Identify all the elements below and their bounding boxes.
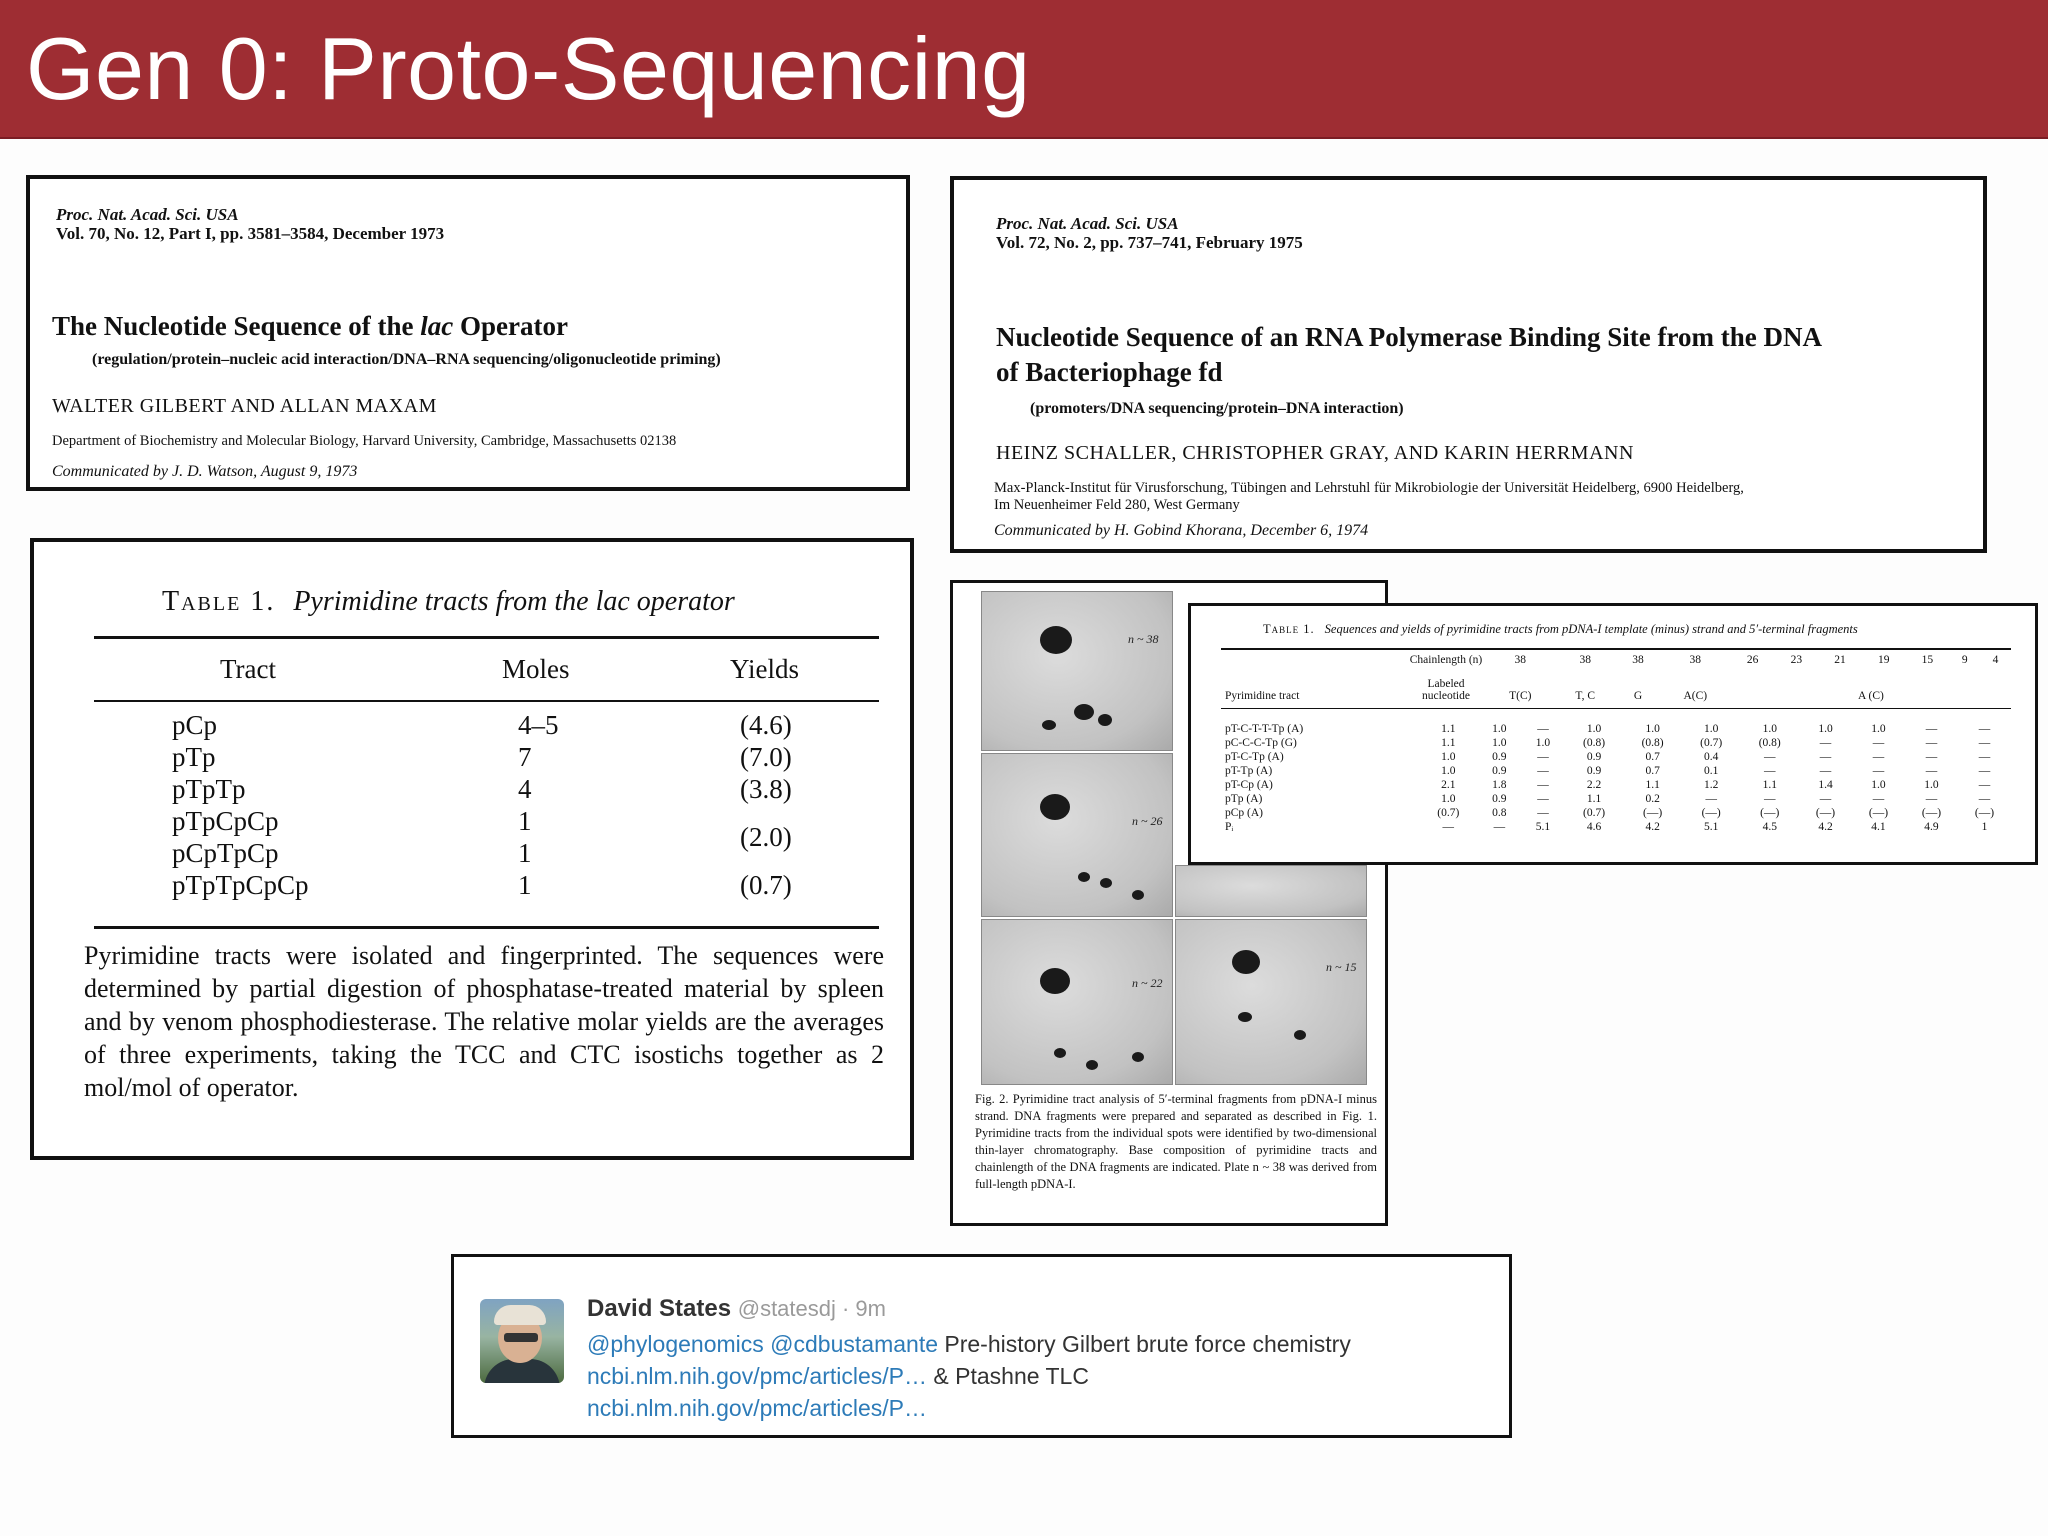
table2-cell: —	[1537, 723, 1549, 735]
table1-cell: 4	[518, 774, 532, 804]
table2-cell: —	[1537, 793, 1549, 805]
paper2-affiliation	[994, 480, 1744, 514]
paper2-title-line1: Nucleotide Sequence of an RNA Polymerase Binding Site from the DNA	[996, 322, 1822, 352]
table2-cell: 1.0	[1441, 751, 1456, 763]
table2-cell: (—)	[1974, 807, 1995, 819]
table2-cell: 4.2	[1818, 821, 1833, 833]
table2-row	[1221, 806, 2011, 820]
mention-link[interactable]: @cdbustamante	[770, 1331, 938, 1357]
table2-cell: 0.9	[1492, 793, 1507, 805]
table2-cell: —	[1819, 765, 1832, 777]
table2-cell: 4.9	[1924, 821, 1939, 833]
paper1-title-post: Operator	[453, 311, 568, 341]
table2-label: Table 1.	[1263, 622, 1315, 636]
tweet-card[interactable]	[451, 1254, 1512, 1438]
table1-header-yields: Yields	[730, 654, 800, 684]
avatar[interactable]	[480, 1299, 564, 1383]
table1-cell: 4–5	[518, 710, 559, 740]
table2-cell: 1.0	[1441, 765, 1456, 777]
table1-row: pTp	[172, 742, 216, 772]
table2-subhead: T, C	[1575, 690, 1596, 702]
table2-cell: —	[1819, 751, 1832, 763]
gel-spot	[1294, 1030, 1306, 1040]
table2-col-labeled: Labeled nucleotide	[1422, 678, 1470, 702]
table2-col-pyr: Pyrimidine tract	[1225, 690, 1300, 702]
table2-cell: —	[1925, 793, 1938, 805]
gel-panel-2	[981, 753, 1173, 917]
table2-tract: pTp (A)	[1225, 793, 1263, 805]
table2-cell: 1.1	[1441, 737, 1456, 749]
table2-cell: 0.9	[1586, 765, 1602, 777]
table2-cell: —	[1819, 793, 1832, 805]
table2-cell: (0.8)	[1758, 737, 1781, 749]
table1-mid-rule	[94, 700, 879, 702]
table2-cell	[1349, 820, 1419, 834]
paper1-affiliation: Department of Biochemistry and Molecular Biology, Harvard University, Cambridge, Massachusetts 02138	[52, 433, 677, 449]
gel-spot	[1100, 878, 1112, 888]
table2-cell: —	[1537, 751, 1549, 763]
gel-spot	[1042, 720, 1056, 730]
table1-cell: (3.8)	[740, 774, 792, 804]
table2-cell: (—)	[1760, 807, 1780, 819]
table2-cell: 4.6	[1586, 821, 1602, 833]
table1-header-tract: Tract	[220, 654, 277, 684]
tweet-text-line2	[587, 1363, 1089, 1390]
paper2-header	[950, 176, 1987, 553]
gel-spot	[1040, 968, 1070, 994]
table2-cell: 1.0	[1535, 737, 1551, 749]
table2-chainlength-label: Chainlength (n)	[1409, 654, 1483, 666]
table2-cell: 1.0	[1492, 737, 1507, 749]
gel-spot	[1078, 872, 1090, 882]
table2-cell: 0.1	[1704, 765, 1719, 777]
table2-cell: (0.8)	[1583, 737, 1606, 749]
table2-cell	[1349, 806, 1419, 820]
table2-tract: pT-Cp (A)	[1225, 779, 1273, 791]
paper2-title	[996, 320, 1822, 390]
paper2-journal-name: Proc. Nat. Acad. Sci. USA	[996, 214, 1179, 233]
tweet-author-name[interactable]: David States	[587, 1295, 732, 1322]
table2-cell: 15	[1921, 654, 1934, 666]
table1-description: Pyrimidine tracts were isolated and fingerprinted. The sequences were determined by partial digestion of phosphatase-treated material by spleen and by venom phosphodiesterase. The relative molar yields are the averages of three experiments, taking the TCC and CTC isostichs together as 2 mol/mol of operator.	[84, 941, 884, 1102]
table2-cell: (0.7)	[1700, 737, 1723, 749]
tweet-text-line3	[587, 1395, 927, 1422]
table2-cell: —	[1978, 737, 1991, 749]
table2-cell: —	[1925, 737, 1938, 749]
paper1-title-em: lac	[420, 311, 454, 341]
paper2-journal	[996, 214, 1303, 252]
gel-spot	[1086, 1060, 1098, 1070]
table2-cell: —	[1978, 765, 1991, 777]
gel-n-label: n ~ 38	[1128, 632, 1159, 646]
table2-cell: 0.9	[1586, 751, 1602, 763]
table2-body	[1221, 722, 2011, 834]
paper2-title-line2: of Bacteriophage fd	[996, 357, 1223, 387]
table2-cell: —	[1872, 793, 1885, 805]
table1-row: pTpCpCp	[172, 806, 279, 836]
paper1-journal	[56, 205, 444, 243]
table2-rule	[1221, 702, 2011, 709]
table2-cell: —	[1978, 779, 1991, 791]
table2-cell: (—)	[1815, 807, 1836, 819]
table2-cell: —	[1764, 793, 1776, 805]
table2-cell: 2.1	[1441, 779, 1456, 791]
table2-cell: 1	[1981, 821, 1988, 833]
paper2-affiliation-line2: Im Neuenheimer Feld 280, West Germany	[994, 497, 1240, 513]
table2-cell: —	[1978, 793, 1991, 805]
table1-caption	[162, 586, 735, 618]
paper1-title	[52, 309, 568, 344]
table2-cell: —	[1978, 751, 1991, 763]
table2-cell: 1.1	[1645, 779, 1660, 791]
table2-cell: 1.4	[1818, 779, 1833, 791]
gel-panel-3	[981, 919, 1173, 1085]
table1-cell: 1	[518, 806, 532, 836]
table2-caption-text: Sequences and yields of pyrimidine tracts from pDNA-I template (minus) strand and 5′-terminal fragments	[1324, 622, 1858, 636]
table2-cell: (—)	[1868, 807, 1889, 819]
table2-cell: —	[1978, 723, 1991, 735]
table2-subhead: A(C)	[1683, 690, 1708, 702]
paper1-authors: WALTER GILBERT AND ALLAN MAXAM	[52, 395, 437, 417]
table2-cell: 1.0	[1704, 723, 1719, 735]
gel-n-label: n ~ 26	[1132, 814, 1163, 828]
table2-cell: 2.2	[1586, 779, 1602, 791]
table2-cell: (0.7)	[1583, 807, 1606, 819]
gel-spot	[1132, 1052, 1144, 1062]
table2-cell: —	[1872, 751, 1885, 763]
table2-cell: —	[1819, 737, 1832, 749]
table2-row	[1221, 750, 2011, 764]
table2-subhead: T(C)	[1509, 690, 1532, 702]
gel-spot	[1232, 950, 1260, 974]
paper1-header	[26, 175, 910, 491]
table1-caption-text: Pyrimidine tracts from the lac operator	[293, 586, 735, 617]
table2-cell: 23	[1790, 654, 1803, 666]
table1-cell: (4.6)	[740, 710, 792, 740]
table2-cell: 1.0	[1441, 793, 1456, 805]
table2-cell: 0.9	[1492, 765, 1507, 777]
paper2-affiliation-line1: Max-Planck-Institut für Virusforschung, Tübingen and Lehrstuhl für Mikrobiologie der Universität Heidelberg, 6900 Heidelberg,	[994, 480, 1744, 496]
table2-row	[1221, 736, 2011, 750]
table1-row: pCp	[172, 710, 218, 740]
table2-cell: 5.1	[1704, 821, 1719, 833]
table2-row	[1221, 764, 2011, 778]
table2-cell	[1349, 750, 1419, 764]
table2-cell: 1.0	[1924, 779, 1939, 791]
tweet-text-line1	[587, 1331, 1351, 1358]
table2-cell: 1.8	[1492, 779, 1507, 791]
table2-tract: pC-C-C-Tp (G)	[1225, 737, 1297, 749]
table2-cell: —	[1925, 723, 1938, 735]
table2-cell: 1.0	[1492, 723, 1507, 735]
table2-subhead: G	[1633, 690, 1643, 702]
table2-cell: 5.1	[1535, 821, 1551, 833]
table2-row	[1221, 778, 2011, 792]
article-link[interactable]: ncbi.nlm.nih.gov/pmc/articles/P…	[587, 1363, 928, 1389]
table1-row: pTpTpCpCp	[172, 870, 309, 900]
gel-panel-4	[1175, 919, 1367, 1085]
table2-cell: (—)	[1921, 807, 1942, 819]
gel-spot	[1074, 704, 1094, 720]
table2-cell: 1.1	[1762, 779, 1777, 791]
slide-header	[0, 0, 2048, 139]
table2-cell: —	[1537, 807, 1549, 819]
table2-cell: 1.0	[1818, 723, 1833, 735]
table2-cell: 21	[1834, 654, 1846, 666]
table2-chainlength-row	[1221, 654, 2011, 666]
table2-cell: —	[1925, 765, 1938, 777]
table1-cell: (0.7)	[740, 870, 792, 900]
table2-cell: —	[1872, 765, 1885, 777]
paper1-volume: Vol. 70, No. 12, Part I, pp. 3581–3584, December 1973	[56, 224, 445, 243]
figure2-caption: Fig. 2. Pyrimidine tract analysis of 5′-terminal fragments from pDNA-I minus strand. DNA fragments were prepared and separated as described in Fig. 1. Pyrimidine tracts from the individual spots were identified by two-dimensional thin-layer chromatography. Base composition of pyrimidine tracts and chainlength of the DNA fragments are indicated. Plate n ~ 38 was derived from full-length pDNA-I.	[975, 1092, 1377, 1191]
table1-cell: (2.0)	[740, 822, 792, 852]
gel-spot	[1098, 714, 1112, 726]
table2-cell: 1.0	[1762, 723, 1777, 735]
table2-top-rule	[1221, 648, 2011, 650]
table2-row	[1221, 792, 2011, 806]
table2-cell: 4	[1992, 654, 1999, 666]
table2-cell: 4.5	[1762, 821, 1777, 833]
table1-cell: (7.0)	[740, 742, 792, 772]
table2-caption	[1263, 622, 1858, 637]
paper1-keywords: (regulation/protein–nucleic acid interaction/DNA–RNA sequencing/oligonucleotide priming)	[92, 351, 721, 368]
table2-cell: 38	[1689, 654, 1702, 666]
paper1-communicated: Communicated by J. D. Watson, August 9, 1973	[52, 463, 358, 480]
table2	[1221, 654, 2011, 709]
paper2-communicated: Communicated by H. Gobind Khorana, December 6, 1974	[994, 522, 1369, 539]
table2-cell: 1.0	[1871, 779, 1886, 791]
gel-spot	[1040, 794, 1070, 820]
paper1-title-pre: The Nucleotide Sequence of the	[52, 311, 421, 341]
table2-cell: 0.4	[1704, 751, 1719, 763]
table2-cell: (—)	[1643, 807, 1663, 819]
table2-cell: (—)	[1701, 807, 1721, 819]
table2-cell: —	[1705, 793, 1717, 805]
paper2-volume: Vol. 72, No. 2, pp. 737–741, February 1975	[996, 233, 1303, 252]
table2-cell: —	[1537, 779, 1549, 791]
tweet-text: Pre-history Gilbert brute force chemistry	[944, 1331, 1351, 1357]
table2-cell: —	[1764, 751, 1776, 763]
table2-rule-row	[1221, 702, 2011, 709]
table2-cell: 0.2	[1645, 793, 1660, 805]
table1-header-moles: Moles	[502, 654, 570, 684]
gel-spot	[1238, 1012, 1252, 1022]
paper1-journal-name: Proc. Nat. Acad. Sci. USA	[56, 205, 239, 224]
table2-cell	[1349, 764, 1419, 778]
table2-cell: 0.8	[1492, 807, 1507, 819]
table2-cell: 38	[1632, 654, 1644, 666]
table2-cell: —	[1493, 821, 1506, 833]
table2-cell: —	[1764, 765, 1776, 777]
table1-bottom-rule	[94, 926, 879, 929]
table2-subhead: A (C)	[1857, 690, 1884, 702]
gel-spot	[1040, 626, 1072, 654]
table1-label: Table 1.	[162, 586, 276, 617]
tweet-handle: @statesdj · 9m	[737, 1296, 886, 1321]
table2-subhead-row	[1221, 666, 2011, 702]
table2-cell: 1.1	[1586, 793, 1602, 805]
gel-panel-5	[1175, 865, 1367, 917]
table2-cell: 19	[1877, 654, 1890, 666]
table2-cell: 4.2	[1645, 821, 1660, 833]
slide-title: Gen 0: Proto-Sequencing	[26, 19, 1031, 118]
table2-cell: 4.1	[1871, 821, 1886, 833]
table2-cell	[1349, 722, 1419, 736]
table2-tract: pT-C-T-T-Tp (A)	[1225, 723, 1304, 735]
tweet-author	[587, 1295, 886, 1323]
table1-row: pTpTp	[172, 774, 246, 804]
table1-box	[30, 538, 914, 1160]
gel-spot	[1054, 1048, 1066, 1058]
article-link[interactable]: ncbi.nlm.nih.gov/pmc/articles/P…	[587, 1395, 928, 1421]
table1-cell: 1	[518, 838, 532, 868]
paper2-keywords: (promoters/DNA sequencing/protein–DNA interaction)	[1030, 400, 1404, 417]
avatar-hat	[494, 1305, 546, 1325]
table2-cell: 26	[1746, 654, 1759, 666]
table2-box	[1188, 603, 2038, 865]
table2-cell: 1.2	[1704, 779, 1719, 791]
table2-tract: Pᵢ	[1225, 821, 1234, 833]
table1-cell: 7	[518, 742, 532, 772]
table2-cell: 1.1	[1441, 723, 1456, 735]
avatar-glasses	[504, 1333, 538, 1342]
table2-cell: 38	[1579, 654, 1591, 666]
table2-cell: 1.0	[1586, 723, 1602, 735]
gel-n-label: n ~ 22	[1132, 976, 1163, 990]
table2-cell: 0.9	[1492, 751, 1507, 763]
table2-cell: 1.0	[1871, 723, 1886, 735]
table2-cell: (0.7)	[1437, 807, 1460, 819]
table1-cell: 1	[518, 870, 532, 900]
table2-cell: —	[1872, 737, 1885, 749]
gel-spot	[1132, 890, 1144, 900]
table2-row	[1221, 820, 2011, 834]
table2-cell	[1349, 792, 1419, 806]
table2-cell: 9	[1961, 654, 1968, 666]
table2-row	[1221, 722, 2011, 736]
table2-cell: —	[1925, 751, 1938, 763]
mention-link[interactable]: @phylogenomics	[587, 1331, 764, 1357]
table1-top-rule	[94, 636, 879, 639]
table2-tract: pT-C-Tp (A)	[1225, 751, 1284, 763]
table2-cell: (0.8)	[1641, 737, 1664, 749]
gel-panel-1	[981, 591, 1173, 751]
table2-cell	[1221, 654, 1406, 666]
paper2-authors: HEINZ SCHALLER, CHRISTOPHER GRAY, AND KARIN HERRMANN	[996, 442, 1634, 464]
table2-cell: 0.7	[1645, 765, 1660, 777]
table2-cell	[1349, 778, 1419, 792]
table2-cell: —	[1442, 821, 1455, 833]
gel-n-label: n ~ 15	[1326, 960, 1357, 974]
tweet-text: & Ptashne TLC	[933, 1363, 1089, 1389]
table2-cell: 38	[1514, 654, 1527, 666]
table2-cell	[1349, 736, 1419, 750]
table2-tract: pCp (A)	[1225, 807, 1264, 819]
table2-tract: pT-Tp (A)	[1225, 765, 1273, 777]
table1-row: pCpTpCp	[172, 838, 279, 868]
table2-cell: —	[1537, 765, 1549, 777]
table2-cell: 0.7	[1645, 751, 1660, 763]
table2-cell: 1.0	[1645, 723, 1660, 735]
